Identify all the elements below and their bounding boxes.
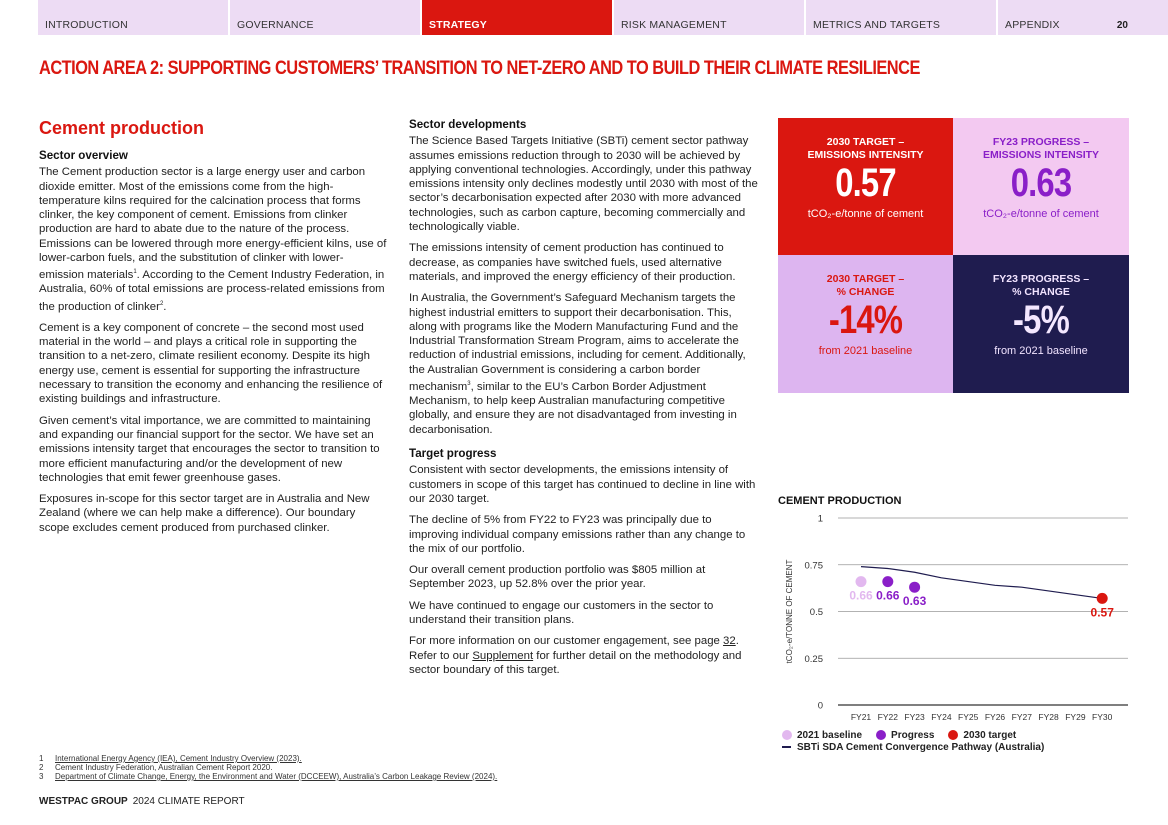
cement-production-chart	[778, 510, 1138, 730]
top-navigation	[38, 0, 1168, 35]
tab-metrics-and-targets[interactable]: METRICS AND TARGETS	[806, 0, 996, 35]
page-footer: WESTPAC GROUP 2024 CLIMATE REPORT	[39, 796, 245, 807]
x-tick-label: FY24	[931, 712, 952, 722]
footnote: 2 Cement Industry Federation, Australian Cement Report 2020.	[39, 763, 273, 772]
kpi-2030-target-change	[778, 255, 953, 393]
target-progress-heading: Target progress	[409, 447, 497, 461]
kpi-label: FY23 PROGRESS – EMISSIONS INTENSITY	[982, 136, 1100, 161]
footnote: 1 International Energy Agency (IEA), Cement Industry Overview (2023).	[39, 754, 302, 763]
y-tick-label: 0	[817, 700, 823, 712]
progress-paragraph-3: Our overall cement production portfolio was $805 million at September 2023, up 52.8% over the prior year.	[409, 564, 706, 591]
kpi-label: 2030 TARGET – EMISSIONS INTENSITY	[807, 136, 924, 161]
progress-paragraph-1: Consistent with sector developments, the emissions intensity of customers in scope of this target has continued to decline in line with our 2030 target.	[409, 464, 756, 505]
x-tick-label: FY29	[1065, 712, 1086, 722]
legend-swatch	[782, 730, 792, 740]
kpi-label: FY23 PROGRESS – % CHANGE	[992, 273, 1090, 298]
developments-paragraph-1: The Science Based Targets Initiative (SBTi) cement sector pathway assumes emissions reduction through to 2030 will be achieved by applying conventional technologies. Accordingly, under this pathway emissions intensity only declines modestly until 2030 with most of the sector’s decarbonisation expected after 2030 with more advanced technologies, such as carbon capture, becoming commercially and technologically viable.	[409, 135, 758, 234]
kpi-value: 0.57	[835, 161, 896, 205]
y-tick-label: 0.5	[809, 607, 823, 618]
kpi-value: -5%	[1013, 298, 1069, 342]
progress-paragraph-2: The decline of 5% from FY22 to FY23 was principally due to improving individual company emissions rather than any change to the mix of our portfolio.	[409, 514, 746, 555]
x-tick-label: FY22	[877, 712, 898, 722]
chart-title: CEMENT PRODUCTION	[778, 495, 902, 507]
data-label: 0.66	[876, 588, 900, 603]
legend-swatch	[948, 730, 958, 740]
data-point	[909, 582, 920, 593]
kpi-unit: from 2021 baseline	[994, 345, 1088, 357]
progress-paragraph-5: For more information on our customer engagement, see page 32. Refer to our Supplement for further detail on the methodology and sector boundary of this target.	[409, 635, 742, 676]
overview-paragraph-2: Cement is a key component of concrete – the second most used material in the world – and plays a critical role in supporting the transition to a net-zero, climate resilient economy. Despite its high energy use, cement is essential for supporting the infrastructure necessary to transition the economy and enhancing the resilience of existing buildings and infrastructure.	[39, 321, 383, 406]
y-tick-label: 1	[817, 513, 823, 525]
tab-governance[interactable]: GOVERNANCE	[230, 0, 420, 35]
tab-appendix[interactable]: APPENDIX	[998, 0, 1168, 35]
kpi-2030-target-intensity	[778, 118, 953, 255]
middle-column	[409, 118, 761, 684]
y-axis-label: tCO₂-e/TONNE OF CEMENT	[785, 559, 794, 664]
progress-paragraph-4: We have continued to engage our customers in the sector to understand their transition plans.	[409, 599, 714, 626]
data-label: 0.63	[902, 594, 927, 609]
chart-legend	[782, 729, 1142, 753]
kpi-unit: tCO₂-e/tonne of cement	[983, 208, 1099, 220]
page-title: ACTION AREA 2: SUPPORTING CUSTOMERS’ TRANSITION TO NET-ZERO AND TO BUILD THEIR CLIMATE RESILIENCE	[39, 57, 920, 79]
kpi-tiles	[778, 118, 1129, 393]
y-tick-label: 0.75	[804, 560, 823, 572]
kpi-unit: tCO₂-e/tonne of cement	[807, 208, 924, 220]
developments-paragraph-2: The emissions intensity of cement production has continued to decrease, as companies have switched fuels, used alternative materials, and improved the energy efficiency of their production.	[409, 242, 736, 283]
footnote: 3 Department of Climate Change, Energy, the Environment and Water (DCCEEW), Australia’s Carbon Leakage Review (2024).	[39, 772, 498, 781]
sector-developments-heading: Sector developments	[409, 118, 527, 131]
kpi-fy23-progress-change	[953, 255, 1129, 393]
x-tick-label: FY21	[850, 712, 872, 722]
sector-overview-heading: Sector overview	[39, 149, 128, 162]
legend-item-baseline: 2021 baseline	[782, 730, 862, 741]
x-tick-label: FY25	[958, 712, 979, 722]
supplement-link[interactable]: Supplement	[472, 649, 534, 662]
kpi-label: 2030 TARGET – % CHANGE	[826, 273, 905, 298]
x-tick-label: FY27	[1011, 712, 1032, 722]
kpi-value: 0.63	[1010, 161, 1072, 205]
legend-item-target: 2030 target	[948, 730, 1016, 741]
page-number: 20	[1116, 20, 1128, 31]
tab-risk-management[interactable]: RISK MANAGEMENT	[614, 0, 804, 35]
footnotes	[39, 754, 497, 781]
overview-paragraph-4: Exposures in-scope for this sector target are in Australia and New Zealand (where we can help make a difference). Our boundary scope excludes cement produced from purchased clinker.	[39, 493, 370, 534]
footnote-link[interactable]: Department of Climate Change, Energy, the Environment and Water (DCCEEW), Australia’s Carbon Leakage Review (2024).	[55, 772, 498, 781]
y-tick-label: 0.25	[804, 653, 823, 665]
kpi-fy23-progress-intensity	[953, 118, 1129, 255]
footnote-link[interactable]: International Energy Agency (IEA), Cement Industry Overview (2023).	[55, 754, 302, 763]
data-point	[1097, 593, 1108, 604]
data-point	[856, 576, 867, 587]
x-tick-label: FY28	[1038, 712, 1059, 722]
section-heading: Cement production	[39, 118, 204, 138]
legend-line-swatch	[782, 746, 791, 748]
page-32-link[interactable]: 32	[723, 635, 736, 648]
x-tick-label: FY30	[1092, 712, 1113, 722]
data-label: 0.57	[1090, 605, 1114, 620]
kpi-value: -14%	[828, 298, 903, 342]
data-point	[882, 576, 893, 587]
legend-swatch	[876, 730, 886, 740]
legend-item-progress: Progress	[876, 730, 934, 741]
left-column	[39, 118, 387, 542]
legend-item-pathway: SBTi SDA Cement Convergence Pathway (Australia)	[782, 742, 1044, 753]
overview-paragraph-3: Given cement’s vital importance, we are committed to maintaining and expanding our financial support for the sector. We have set an emissions intensity target that encourages the sector to transition to more efficient manufacturing and/or the development of new technologies that emit fewer greenhouse gases.	[39, 414, 380, 484]
data-label: 0.66	[849, 588, 873, 603]
x-tick-label: FY26	[984, 712, 1006, 722]
overview-paragraph-1: The Cement production sector is a large energy user and carbon dioxide emitter. Most of the emissions come from the high-temperature kilns required for the calcination process that forms clinker, the key component of cement. Emissions from clinker production are hard to abate due to the nature of the process. Emissions can be lowered through more energy-efficient kilns, use of lower-carbon fuels, and the substitution of clinker with lower-emission materials$^1$. According to the Cement Industry Federation, in Australia, 60% of total emissions are process-related emissions from the production of clinker$^2$.	[39, 166, 387, 313]
developments-paragraph-3: In Australia, the Government’s Safeguard Mechanism targets the highest industrial emitters to support their decarbonisation. This, along with programs like the Modern Manufacturing Fund and the Industrial Transformation Stream Program, aims to accelerate the reduction of industrial emissions, including for cement. Additionally, the Australian Government is considering a carbon border mechanism$^3$, similar to the EU’s Carbon Border Adjustment Mechanism, to help keep Australian manufacturing competitive globally, and ensure they are not disadvantaged from investing in decarbonisation.	[409, 292, 746, 436]
tab-strategy[interactable]: STRATEGY	[422, 0, 612, 35]
kpi-unit: from 2021 baseline	[818, 345, 913, 357]
tab-introduction[interactable]: INTRODUCTION	[38, 0, 228, 35]
x-tick-label: FY23	[904, 712, 925, 722]
